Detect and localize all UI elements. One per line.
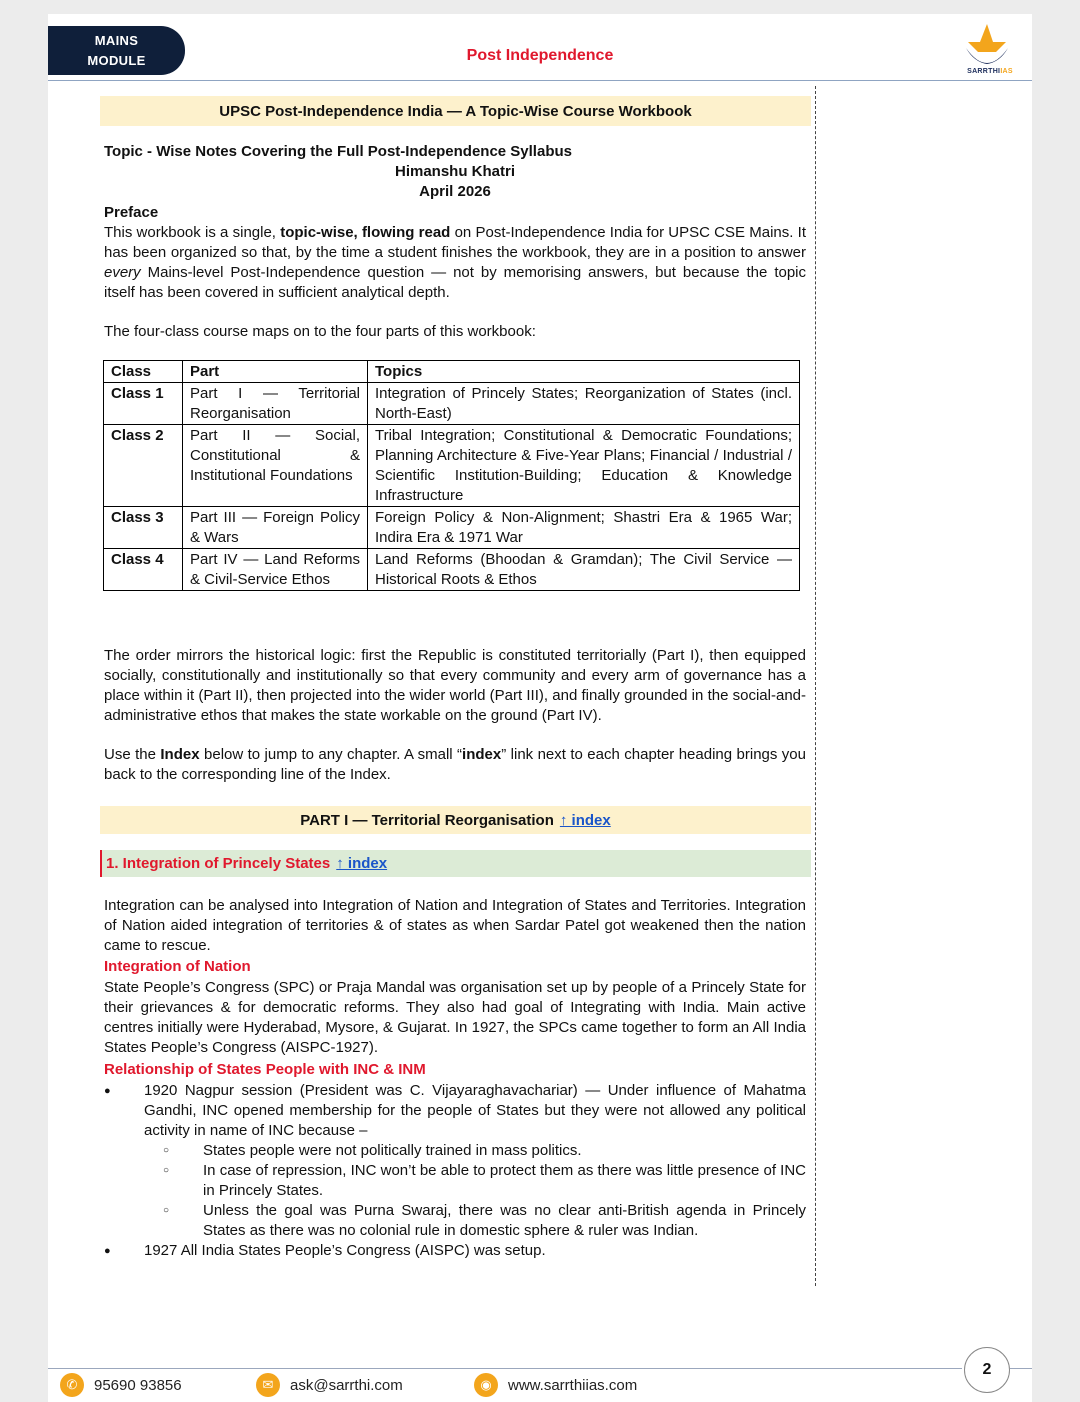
logo-wordmark: SARRTHIIAS <box>967 68 1013 75</box>
email-text: ask@sarrthi.com <box>290 1376 403 1394</box>
chapter-1-index-link[interactable]: ↑ index <box>336 855 388 872</box>
table-header-topics: Topics <box>368 361 800 383</box>
list-item: ○ States people were not politically trained in mass politics. <box>143 1141 806 1161</box>
relationship-heading: Relationship of States People with INC & INM <box>104 1061 426 1078</box>
list-item: ● 1920 Nagpur session (President was C. Vijayaraghavachariar) — Under influence of Mahatma Gandhi, INC opened membership for the people of States but they were not allowed any political activity in name of INC because – ○ States people were not politically trained in mass politics. ○ In case of repression, INC won’t be able to protect them as there was little presence of INC in Princely States. ○ Unless the goal was Purna Swaraj, there was no clear anti-British agenda in Princely States as there was no colonial rule in domestic sphere & ruler was Indian. <box>104 1081 806 1241</box>
phone-icon: ✆ <box>60 1373 84 1397</box>
table-cell-topics: Tribal Integration; Constitutional & Democratic Foundations; Planning Architecture & Five-Year Plans; Financial / Industrial / Scientific Institution-Building; Education & Knowledge Infrastructure <box>368 425 800 507</box>
integration-of-nation-heading: Integration of Nation <box>104 958 251 975</box>
badge-line-1: MAINS <box>94 32 139 48</box>
mains-module-badge <box>48 26 185 75</box>
author-name: Himanshu Khatri <box>394 163 515 180</box>
footer-phone[interactable] <box>60 1372 182 1398</box>
index-paragraph: Use the Index below to jump to any chapter. A small “index” link next to each chapter heading brings you back to the corresponding line of the Index. <box>104 746 806 783</box>
preface-heading: Preface <box>104 204 159 221</box>
footer-divider-end <box>1010 1368 1032 1369</box>
table-row <box>104 425 800 507</box>
footer-website[interactable] <box>474 1372 637 1398</box>
workbook-subtitle: Topic - Wise Notes Covering the Full Post-Independence Syllabus <box>104 143 572 160</box>
part-1-index-link[interactable]: ↑ index <box>559 811 611 829</box>
website-text: www.sarrthiias.com <box>508 1376 638 1394</box>
preface-paragraph: This workbook is a single, topic-wise, flowing read on Post-Independence India for UPSC CSE Mains. It has been organized so that, by the time a student finishes the workbook, they are in a position to answer every Mains-level Post-Independence question — not by memorising answers, but because the topic itself has been covered in sufficient analytical depth. <box>104 224 806 301</box>
list-item: ○ In case of repression, INC won’t be able to protect them as there was little presence of INC in Princely States. <box>143 1161 806 1201</box>
list-item: ● 1927 All India States People’s Congress (AISPC) was setup. <box>104 1241 806 1261</box>
integration-of-nation-paragraph: State People’s Congress (SPC) or Praja Mandal was organisation set up by people of a Princely State for their grievances & for democratic reforms. They also had goal of Integrating with India. Main active centres initially were Hyderabad, Mysore, & Gujarat. In 1927, the SPCs came together to form an All India States People’s Congress (AISPC-1927). <box>104 979 806 1056</box>
footer-email[interactable] <box>256 1372 403 1398</box>
table-header-row <box>104 361 800 383</box>
publication-date: April 2026 <box>419 183 491 200</box>
header-title: Post Independence <box>466 47 614 64</box>
part-1-banner <box>100 806 811 834</box>
header-divider <box>48 80 1032 81</box>
margin-rule <box>815 86 816 1286</box>
order-paragraph: The order mirrors the historical logic: first the Republic is constituted territorially (Part I), then equipped socially, constitutionally and institutionally so that every community and every arm of governance has a place within it (Part II), then projected into the wider world (Part III), and finally grounded in the social-and-administrative ethos that makes the state workable on the ground (Part IV). <box>104 647 806 724</box>
chapter-1-banner <box>100 850 811 877</box>
chapter-1-intro: Integration can be analysed into Integration of Nation and Integration of States and Territories. Integration of Nation aided integration of territories & of states as when Sardar Patel got weakened then the nation came to rescue. <box>104 897 806 954</box>
relationship-bullet-list <box>104 1081 806 1261</box>
table-cell-topics: Integration of Princely States; Reorganization of States (incl. North-East) <box>368 383 800 425</box>
badge-line-2: MODULE <box>87 52 146 68</box>
table-row <box>104 383 800 425</box>
email-icon: ✉ <box>256 1373 280 1397</box>
table-cell-part: Part II — Social, Constitutional & Institutional Foundations <box>183 425 368 507</box>
table-header-part: Part <box>183 361 368 383</box>
table-cell-class: Class 4 <box>104 549 183 591</box>
table-row <box>104 549 800 591</box>
table-cell-part: Part IV — Land Reforms & Civil-Service Ethos <box>183 549 368 591</box>
list-item: ○ Unless the goal was Purna Swaraj, there was no clear anti-British agenda in Princely States as there was no colonial rule in domestic sphere & ruler was Indian. <box>143 1201 806 1241</box>
table-cell-class: Class 2 <box>104 425 183 507</box>
table-cell-part: Part I — Territorial Reorganisation <box>183 383 368 425</box>
chapter-1-title: 1. Integration of Princely States <box>106 855 331 872</box>
course-map-table <box>103 360 800 591</box>
page-number: 2 <box>964 1347 1010 1393</box>
table-cell-topics: Foreign Policy & Non-Alignment; Shastri Era & 1965 War; Indira Era & 1971 War <box>368 507 800 549</box>
part-1-title: PART I — Territorial Reorganisation <box>300 811 554 829</box>
course-map-intro: The four-class course maps on to the four parts of this workbook: <box>104 323 536 340</box>
workbook-title-banner: UPSC Post-Independence India — A Topic-Wise Course Workbook <box>100 96 811 126</box>
table-cell-part: Part III — Foreign Policy & Wars <box>183 507 368 549</box>
table-header-class: Class <box>104 361 183 383</box>
table-row <box>104 507 800 549</box>
table-cell-class: Class 1 <box>104 383 183 425</box>
table-cell-class: Class 3 <box>104 507 183 549</box>
table-cell-topics: Land Reforms (Bhoodan & Gramdan); The Civil Service — Historical Roots & Ethos <box>368 549 800 591</box>
phone-text: 95690 93856 <box>94 1376 182 1394</box>
footer-divider <box>48 1368 962 1369</box>
globe-icon: ◉ <box>474 1373 498 1397</box>
sub-bullet-list <box>144 1141 806 1241</box>
